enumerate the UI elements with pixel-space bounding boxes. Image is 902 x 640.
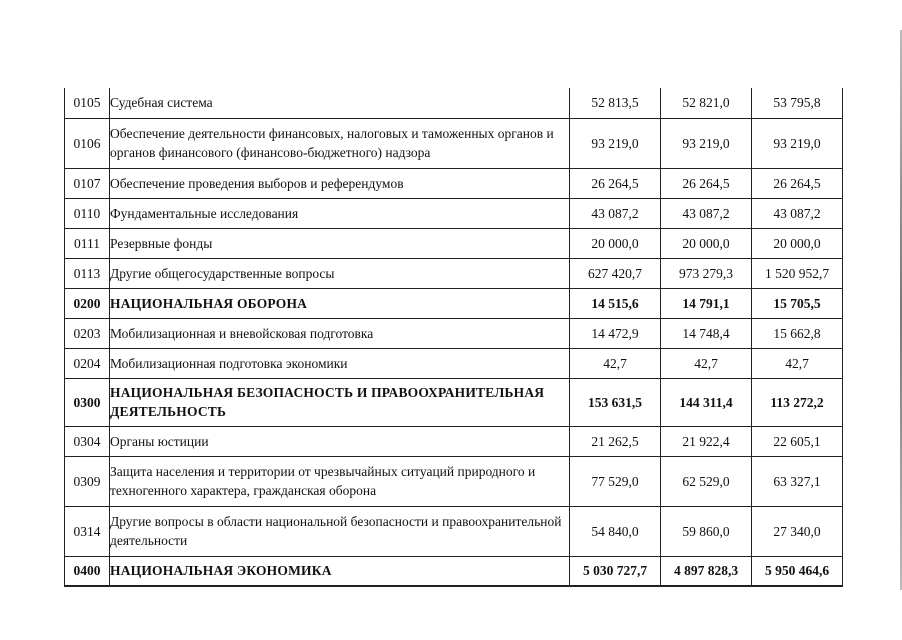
row-code: 0309 — [65, 456, 110, 506]
budget-table — [64, 88, 843, 587]
value-col-2: 43 087,2 — [661, 198, 752, 228]
row-code: 0113 — [65, 258, 110, 288]
value-col-3: 26 264,5 — [752, 168, 843, 198]
value-col-3: 22 605,1 — [752, 426, 843, 456]
row-name: Органы юстиции — [110, 426, 570, 456]
value-col-2: 20 000,0 — [661, 228, 752, 258]
row-name: Обеспечение деятельности финансовых, налоговых и таможенных органов и органов финансового (финансово-бюджетного) надзора — [110, 118, 570, 168]
value-col-2: 4 897 828,3 — [661, 556, 752, 586]
row-name: Мобилизационная подготовка экономики — [110, 348, 570, 378]
value-col-3: 5 950 464,6 — [752, 556, 843, 586]
value-col-1: 14 515,6 — [570, 288, 661, 318]
table-row — [65, 348, 843, 378]
table-row — [65, 556, 843, 586]
table-row — [65, 88, 843, 118]
value-col-1: 26 264,5 — [570, 168, 661, 198]
table-row — [65, 506, 843, 556]
value-col-2: 14 791,1 — [661, 288, 752, 318]
row-code: 0203 — [65, 318, 110, 348]
value-col-3: 15 662,8 — [752, 318, 843, 348]
value-col-1: 5 030 727,7 — [570, 556, 661, 586]
budget-table-body — [65, 88, 843, 586]
value-col-3: 53 795,8 — [752, 88, 843, 118]
value-col-3: 63 327,1 — [752, 456, 843, 506]
table-row — [65, 228, 843, 258]
table-row — [65, 288, 843, 318]
value-col-2: 21 922,4 — [661, 426, 752, 456]
value-col-1: 43 087,2 — [570, 198, 661, 228]
row-code: 0204 — [65, 348, 110, 378]
row-name: Другие общегосударственные вопросы — [110, 258, 570, 288]
table-row — [65, 118, 843, 168]
row-name: Другие вопросы в области национальной безопасности и правоохранительной деятельности — [110, 506, 570, 556]
value-col-1: 54 840,0 — [570, 506, 661, 556]
row-name: Фундаментальные исследования — [110, 198, 570, 228]
value-col-1: 21 262,5 — [570, 426, 661, 456]
row-code: 0314 — [65, 506, 110, 556]
value-col-2: 144 311,4 — [661, 378, 752, 426]
row-name: Резервные фонды — [110, 228, 570, 258]
value-col-2: 93 219,0 — [661, 118, 752, 168]
value-col-3: 113 272,2 — [752, 378, 843, 426]
table-row — [65, 378, 843, 426]
row-name: НАЦИОНАЛЬНАЯ ОБОРОНА — [110, 288, 570, 318]
value-col-2: 42,7 — [661, 348, 752, 378]
value-col-1: 153 631,5 — [570, 378, 661, 426]
value-col-2: 52 821,0 — [661, 88, 752, 118]
value-col-1: 52 813,5 — [570, 88, 661, 118]
value-col-2: 973 279,3 — [661, 258, 752, 288]
row-name: Мобилизационная и вневойсковая подготовка — [110, 318, 570, 348]
row-code: 0400 — [65, 556, 110, 586]
value-col-2: 62 529,0 — [661, 456, 752, 506]
row-code: 0110 — [65, 198, 110, 228]
row-name: НАЦИОНАЛЬНАЯ ЭКОНОМИКА — [110, 556, 570, 586]
table-row — [65, 456, 843, 506]
table-row — [65, 198, 843, 228]
row-name: Защита населения и территории от чрезвычайных ситуаций природного и техногенного характера, гражданская оборона — [110, 456, 570, 506]
value-col-3: 42,7 — [752, 348, 843, 378]
value-col-3: 43 087,2 — [752, 198, 843, 228]
value-col-1: 42,7 — [570, 348, 661, 378]
row-name: Судебная система — [110, 88, 570, 118]
row-code: 0304 — [65, 426, 110, 456]
table-row — [65, 318, 843, 348]
value-col-1: 14 472,9 — [570, 318, 661, 348]
value-col-3: 1 520 952,7 — [752, 258, 843, 288]
value-col-1: 93 219,0 — [570, 118, 661, 168]
table-row — [65, 258, 843, 288]
row-code: 0106 — [65, 118, 110, 168]
row-code: 0107 — [65, 168, 110, 198]
value-col-1: 627 420,7 — [570, 258, 661, 288]
value-col-1: 20 000,0 — [570, 228, 661, 258]
table-row — [65, 426, 843, 456]
row-name: Обеспечение проведения выборов и референдумов — [110, 168, 570, 198]
value-col-2: 26 264,5 — [661, 168, 752, 198]
row-code: 0200 — [65, 288, 110, 318]
row-code: 0300 — [65, 378, 110, 426]
value-col-1: 77 529,0 — [570, 456, 661, 506]
value-col-3: 93 219,0 — [752, 118, 843, 168]
row-name: НАЦИОНАЛЬНАЯ БЕЗОПАСНОСТЬ И ПРАВООХРАНИТЕЛЬНАЯ ДЕЯТЕЛЬНОСТЬ — [110, 378, 570, 426]
value-col-2: 14 748,4 — [661, 318, 752, 348]
table-row — [65, 168, 843, 198]
row-code: 0111 — [65, 228, 110, 258]
value-col-2: 59 860,0 — [661, 506, 752, 556]
value-col-3: 15 705,5 — [752, 288, 843, 318]
value-col-3: 20 000,0 — [752, 228, 843, 258]
value-col-3: 27 340,0 — [752, 506, 843, 556]
row-code: 0105 — [65, 88, 110, 118]
